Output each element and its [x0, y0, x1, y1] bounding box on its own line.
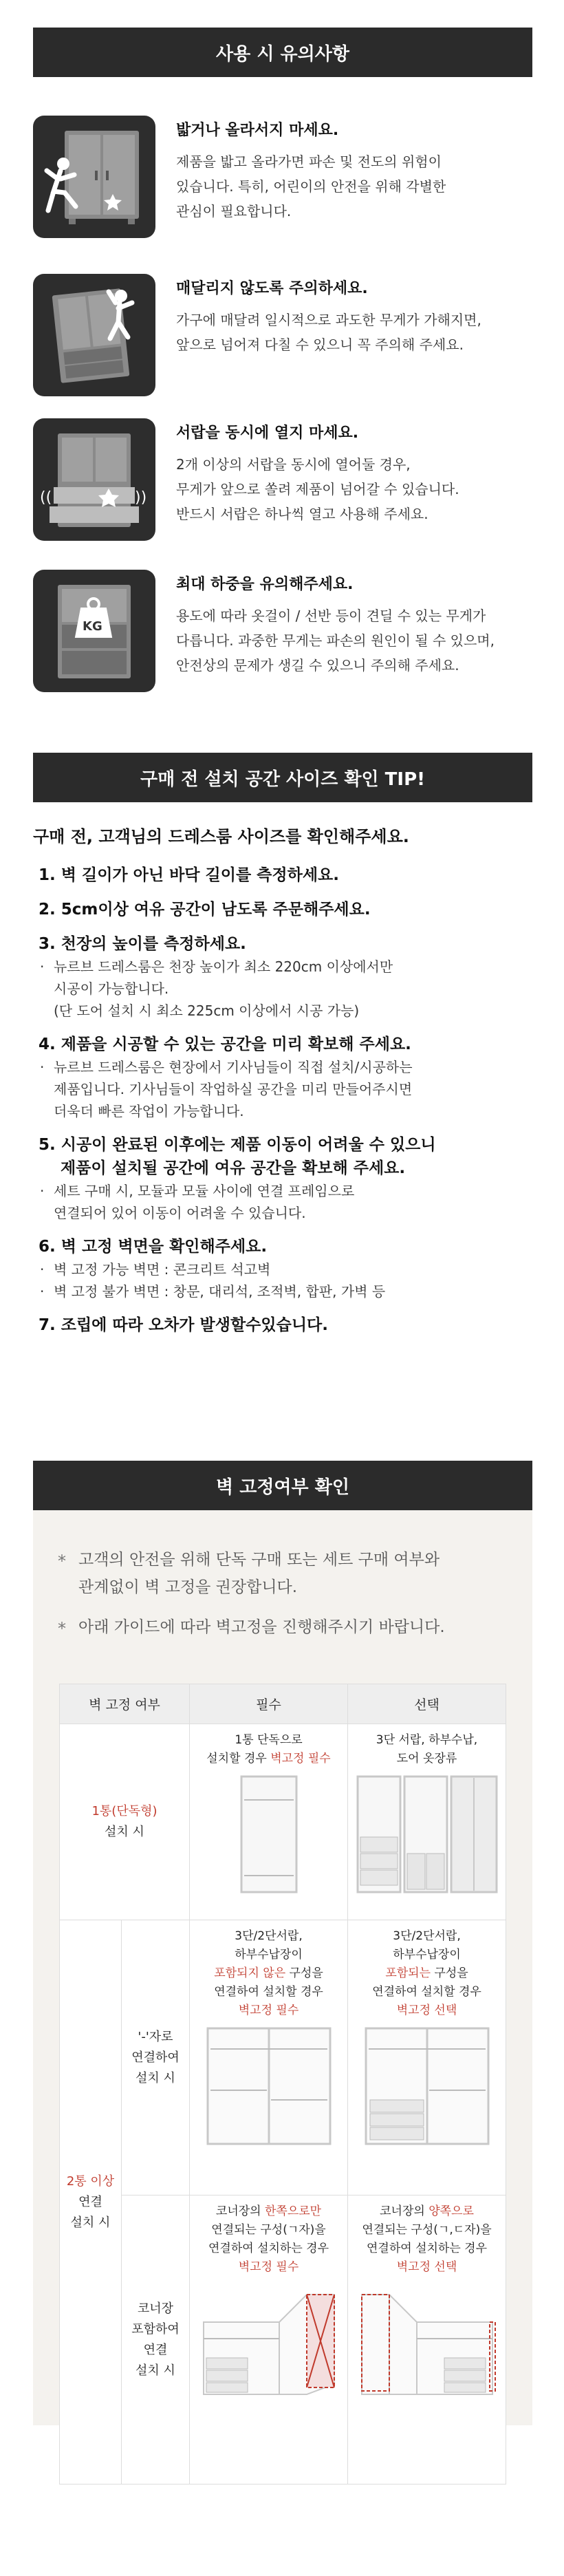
row-label [122, 1920, 190, 2196]
person-climbing-cabinet-icon [33, 116, 155, 238]
section-title-usage-cautions [33, 28, 532, 77]
wall-fix-notes [55, 1546, 512, 1653]
row-label-text: 연결하여 [131, 2050, 180, 2065]
row-label-text: 설치 시 [135, 2070, 175, 2085]
row-label-red: 1통(단독형) [91, 1804, 158, 1818]
weight-kg-icon [33, 570, 155, 692]
row-label-text: '-'자로 [138, 2029, 173, 2044]
tip-item [33, 1033, 532, 1122]
tip-item [33, 1235, 532, 1302]
tip-heading: 6. 벽 고정 벽면을 확인해주세요. [39, 1238, 268, 1256]
warning-line: 다릅니다. 과중한 무게는 파손의 원인이 될 수 있으며, [176, 632, 495, 649]
group-label-text: 설치 시 [70, 2215, 111, 2230]
cell-line-red: 벽고정 필수 [270, 1752, 331, 1765]
drawers-open-icon [33, 418, 155, 541]
tip-bullet-cont: (단 도어 설치 시 최소 225cm 이상에서 시공 가능) [54, 1002, 360, 1019]
warning-heading: 서랍을 동시에 열지 마세요. [176, 425, 359, 442]
tip-heading: 1. 벽 길이가 아닌 바닥 길이를 측정하세요. [39, 866, 340, 884]
row-label-text: 연결 [143, 2342, 168, 2357]
tip-bullet: · 뉴르브 드레스룸은 천장 높이가 최소 220cm 이상에서만 [33, 956, 532, 978]
size-tips-list [33, 823, 532, 1348]
table-header: 선택 [348, 1684, 506, 1724]
cell-line: 도어 옷장류 [396, 1752, 457, 1765]
cell-line: 연결하여 설치하는 경우 [366, 2242, 488, 2255]
cell-line-red: 포함되지 않은 [214, 1966, 286, 1980]
cell-line: 연결하여 설치할 경우 [372, 1985, 481, 1999]
note-line: * 아래 가이드에 따라 벽고정을 진행해주시기 바랍니다. [78, 1618, 445, 1636]
svg-text:)): )) [135, 489, 147, 506]
warning-line: 가구에 매달려 일시적으로 과도한 무게가 가해지면, [176, 312, 481, 328]
cell-line: 연결되는 구성(ㄱ,ㄷ자)을 [362, 2223, 492, 2237]
svg-text:KG: KG [83, 619, 102, 634]
cell-line: 설치할 경우 [206, 1752, 271, 1765]
linear-open-wardrobe-illustration [204, 2024, 334, 2148]
cell-line: 3단 서랍, 하부수납, [376, 1733, 478, 1747]
cell-line: 3단/2단서랍, [235, 1929, 303, 1943]
warning-line: 관심이 필요합니다. [176, 203, 292, 219]
cell-line: 구성을 [285, 1966, 323, 1980]
table-row [60, 2196, 506, 2484]
group-label-red: 2통 이상 [66, 2174, 115, 2189]
table-header: 필수 [190, 1684, 348, 1724]
cell-line: 하부수납장이 [235, 1948, 303, 1962]
row-label-text: 코너장 [137, 2301, 174, 2316]
cell-line-red: 벽고정 선택 [396, 2004, 457, 2017]
cell-line-red: 포함되는 [385, 1966, 431, 1980]
tip-bullet: · 세트 구매 시, 모듈과 모듈 사이에 연결 프레임으로 [33, 1180, 532, 1202]
svg-text:((: (( [40, 489, 52, 506]
row-label-text: 포함하여 [131, 2321, 180, 2337]
cell-line-red: 한쪽으로만 [264, 2204, 322, 2218]
section-title-text: 벽 고정여부 확인 [216, 1477, 349, 1498]
person-hanging-cabinet-icon [33, 274, 155, 396]
cell-line: 연결하여 설치할 경우 [214, 1985, 323, 1999]
note-item [55, 1613, 512, 1641]
drawer-wardrobe-illustration [355, 1772, 499, 1896]
required-cell [190, 1920, 348, 2196]
tip-bullet-cont: 제품입니다. 기사님들이 작업하실 공간을 미리 만들어주시면 [54, 1081, 413, 1097]
warning-heading: 매달리지 않도록 주의하세요. [176, 280, 368, 297]
tip-item [33, 863, 532, 887]
linear-drawer-wardrobe-illustration [362, 2024, 492, 2148]
warning-item-climb [33, 116, 532, 239]
cell-line-red: 양쪽으로 [429, 2204, 474, 2218]
corner-both-sides-illustration [355, 2281, 499, 2398]
tip-bullet-cont: 더욱더 빠른 작업이 가능합니다. [54, 1103, 244, 1119]
tip-heading: 4. 제품을 시공할 수 있는 공간을 미리 확보해 주세요. [39, 1035, 411, 1053]
tip-item [33, 932, 532, 1022]
cell-line: 연결되는 구성(ㄱ자)을 [211, 2223, 326, 2237]
note-line: 관계없이 벽 고정을 권장합니다. [78, 1578, 298, 1596]
warning-item-weight [33, 570, 532, 694]
warning-line: 앞으로 넘어져 다칠 수 있으니 꼭 주의해 주세요. [176, 336, 464, 353]
corner-one-side-illustration [197, 2281, 341, 2398]
cell-line-red: 벽고정 선택 [396, 2260, 457, 2274]
group-label-text: 연결 [78, 2194, 102, 2209]
tip-heading: 3. 천장의 높이를 측정하세요. [39, 935, 246, 953]
single-wardrobe-illustration [228, 1772, 310, 1896]
tip-heading: 2. 5cm이상 여유 공간이 남도록 주문해주세요. [39, 901, 371, 919]
section-title-text: 구매 전 설치 공간 사이즈 확인 TIP! [140, 769, 426, 790]
wall-fix-table [59, 1684, 506, 2484]
warning-item-drawers [33, 418, 532, 542]
optional-cell [348, 1920, 506, 2196]
row-label [122, 2196, 190, 2484]
tip-bullet-cont: 연결되어 있어 이동이 어려울 수 있습니다. [54, 1205, 306, 1221]
tip-item [33, 1313, 532, 1337]
cell-line: 연결하여 설치하는 경우 [208, 2242, 329, 2255]
tip-item [33, 898, 532, 921]
cell-line: 코너장의 [215, 2204, 265, 2218]
cell-line-red: 벽고정 필수 [238, 2260, 299, 2274]
warning-line: 용도에 따라 옷걸이 / 선반 등이 견딜 수 있는 무게가 [176, 608, 486, 624]
required-cell [190, 2196, 348, 2484]
tip-bullet: · 벽 고정 가능 벽면 : 콘크리트 석고벽 [33, 1258, 532, 1280]
tip-bullet-warning: · 벽 고정 불가 벽면 : 창문, 대리석, 조적벽, 합판, 가벽 등 [33, 1280, 532, 1302]
tip-heading: 7. 조립에 따라 오차가 발생할수있습니다. [39, 1316, 328, 1334]
tips-intro: 구매 전, 고객님의 드레스룸 사이즈를 확인해주세요. [33, 827, 409, 846]
tip-item [33, 1133, 532, 1224]
cell-line: 1통 단독으로 [235, 1733, 303, 1747]
section-title-wall-fix [33, 1461, 532, 1510]
row-label-text: 설치 시 [135, 2363, 175, 2378]
tip-heading-cont: 제품이 설치될 공간에 여유 공간을 확보해 주세요. [61, 1159, 406, 1177]
optional-cell [348, 2196, 506, 2484]
cell-line-red: 벽고정 필수 [238, 2004, 299, 2017]
table-row [60, 1920, 506, 2196]
optional-cell [348, 1724, 506, 1920]
warning-heading: 밟거나 올라서지 마세요. [176, 122, 339, 139]
note-line: * 고객의 안전을 위해 단독 구매 또는 세트 구매 여부와 [78, 1551, 440, 1569]
cell-line: 3단/2단서랍, [393, 1929, 461, 1943]
wall-fix-panel [33, 1510, 532, 2425]
tip-bullet-cont: 시공이 가능합니다. [54, 980, 169, 997]
note-item [55, 1546, 512, 1601]
cell-line: 하부수납장이 [393, 1948, 461, 1962]
row-label-text: 설치 시 [105, 1825, 144, 1839]
warning-item-hang [33, 274, 532, 398]
warning-line: 2개 이상의 서랍을 동시에 열어둘 경우, [176, 456, 411, 473]
tip-heading: 5. 시공이 완료된 이후에는 제품 이동이 어려울 수 있으니 [39, 1136, 436, 1154]
section-title-text: 사용 시 유의사항 [216, 43, 349, 65]
cell-line: 구성을 [431, 1966, 468, 1980]
table-header: 벽 고정 여부 [60, 1684, 190, 1724]
warning-line: 무게가 앞으로 쏠려 제품이 넘어갈 수 있습니다. [176, 481, 459, 497]
warning-line: 안전상의 문제가 생길 수 있으니 주의해 주세요. [176, 657, 459, 674]
warning-heading: 최대 하중을 유의해주세요. [176, 576, 354, 593]
section-title-size-tips [33, 753, 532, 802]
cell-line: 코너장의 [380, 2204, 429, 2218]
row-label [60, 1724, 190, 1920]
warning-line: 제품을 밟고 올라가면 파손 및 전도의 위험이 [176, 153, 442, 170]
tip-bullet: · 뉴르브 드레스룸은 현장에서 기사님들이 직접 설치/시공하는 [33, 1056, 532, 1078]
required-cell [190, 1724, 348, 1920]
group-label [60, 1920, 122, 2484]
table-row [60, 1724, 506, 1920]
warning-line: 있습니다. 특히, 어린이의 안전을 위해 각별한 [176, 178, 446, 195]
warning-line: 반드시 서랍은 하나씩 열고 사용해 주세요. [176, 506, 429, 522]
